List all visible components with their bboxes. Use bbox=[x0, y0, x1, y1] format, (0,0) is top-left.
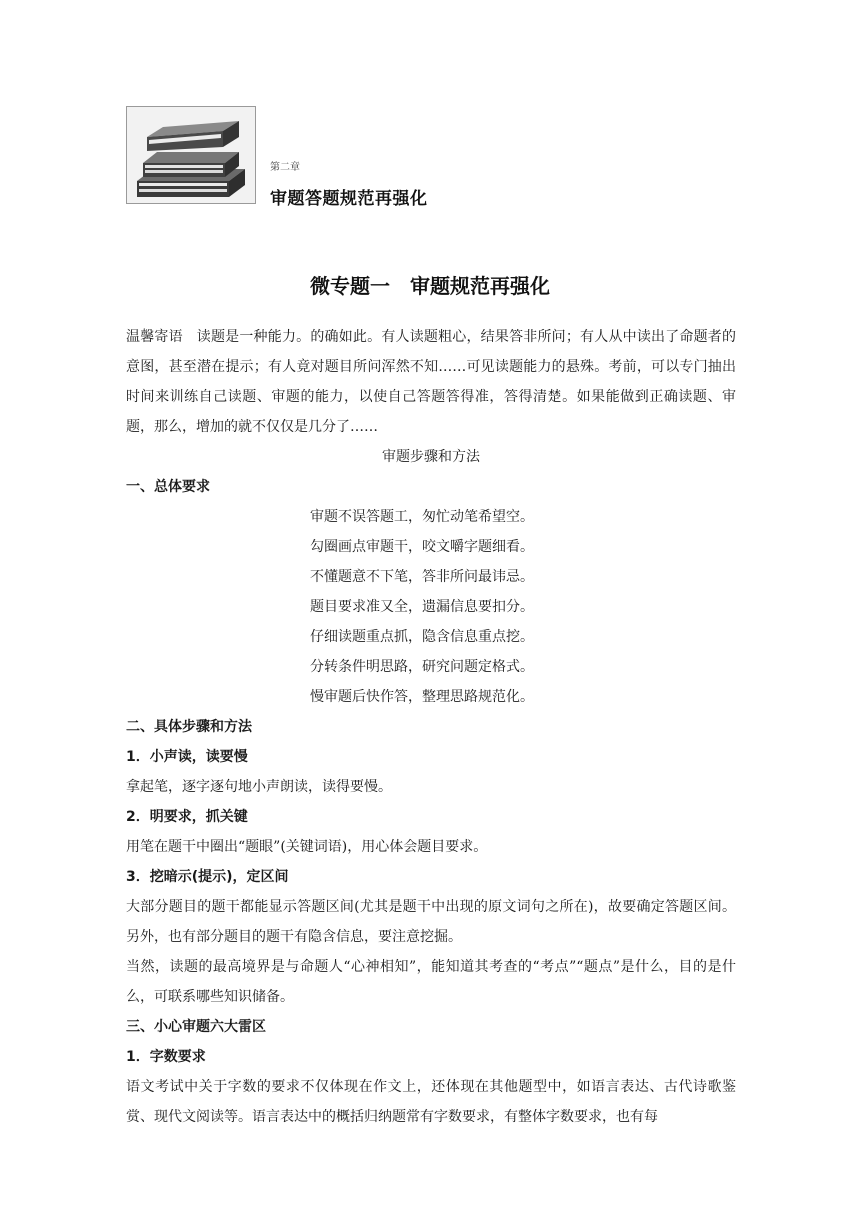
poem-line: 不懂题意不下笔，答非所问最讳忌。 bbox=[310, 569, 534, 585]
minefield-title: 1．字数要求 bbox=[126, 1049, 206, 1065]
part3-heading: 三、小心审题六大雷区 bbox=[126, 1019, 266, 1035]
steps-title: 审题步骤和方法 bbox=[382, 449, 480, 465]
step-text: 拿起笔，逐字逐句地小声朗读，读得要慢。 bbox=[126, 779, 392, 795]
part2-heading: 二、具体步骤和方法 bbox=[126, 719, 252, 735]
poem bbox=[126, 502, 736, 712]
step-title: 1．小声读，读要慢 bbox=[126, 749, 248, 765]
books-stack-icon bbox=[126, 106, 256, 204]
poem-line: 仔细读题重点抓，隐含信息重点挖。 bbox=[310, 629, 534, 645]
poem-line: 审题不误答题工，匆忙动笔希望空。 bbox=[310, 509, 534, 525]
poem-line: 题目要求准又全，遗漏信息要扣分。 bbox=[310, 599, 534, 615]
poem-line: 慢审题后快作答，整理思路规范化。 bbox=[310, 689, 534, 705]
step-title: 2．明要求，抓关键 bbox=[126, 809, 248, 825]
poem-line: 勾圈画点审题干，咬文嚼字题细看。 bbox=[310, 539, 534, 555]
intro-text: 读题是一种能力。的确如此。有人读题粗心，结果答非所问；有人从中读出了命题者的意图，甚至潜在提示；有人竟对题目所问浑然不知……可见读题能力的悬殊。考前，可以专门抽出时间来训练自己读题、审题的能力，以使自己答题答得准，答得清楚。如果能做到正确读题、审题，那么，增加的就不仅仅是几分了…… bbox=[126, 329, 736, 435]
poem-line: 分转条件明思路，研究问题定格式。 bbox=[310, 659, 534, 675]
minefield-text: 语文考试中关于字数的要求不仅体现在作文上，还体现在其他题型中，如语言表达、古代诗歌鉴赏、现代文阅读等。语言表达中的概括归纳题常有字数要求，有整体字数要求，也有每 bbox=[126, 1079, 736, 1125]
intro-label: 温馨寄语 bbox=[126, 329, 183, 345]
chapter-label: 第二章 bbox=[270, 162, 300, 173]
body-content bbox=[126, 322, 736, 1132]
note-paragraph: 当然，读题的最高境界是与命题人“心神相知”，能知道其考查的“考点”“题点”是什么，目的是什么，可联系哪些知识储备。 bbox=[126, 959, 736, 1005]
section-title: 微专题一 审题规范再强化 bbox=[310, 274, 550, 298]
intro-paragraph bbox=[126, 322, 736, 442]
part1-heading: 一、总体要求 bbox=[126, 479, 210, 495]
step-text: 大部分题目的题干都能显示答题区间(尤其是题干中出现的原文词句之所在)，故要确定答题区间。另外，也有部分题目的题干有隐含信息，要注意挖掘。 bbox=[126, 899, 736, 945]
chapter-title: 审题答题规范再强化 bbox=[270, 189, 428, 209]
step-text: 用笔在题干中圈出“题眼”(关键词语)，用心体会题目要求。 bbox=[126, 839, 488, 855]
step-title: 3．挖暗示(提示)，定区间 bbox=[126, 869, 289, 885]
